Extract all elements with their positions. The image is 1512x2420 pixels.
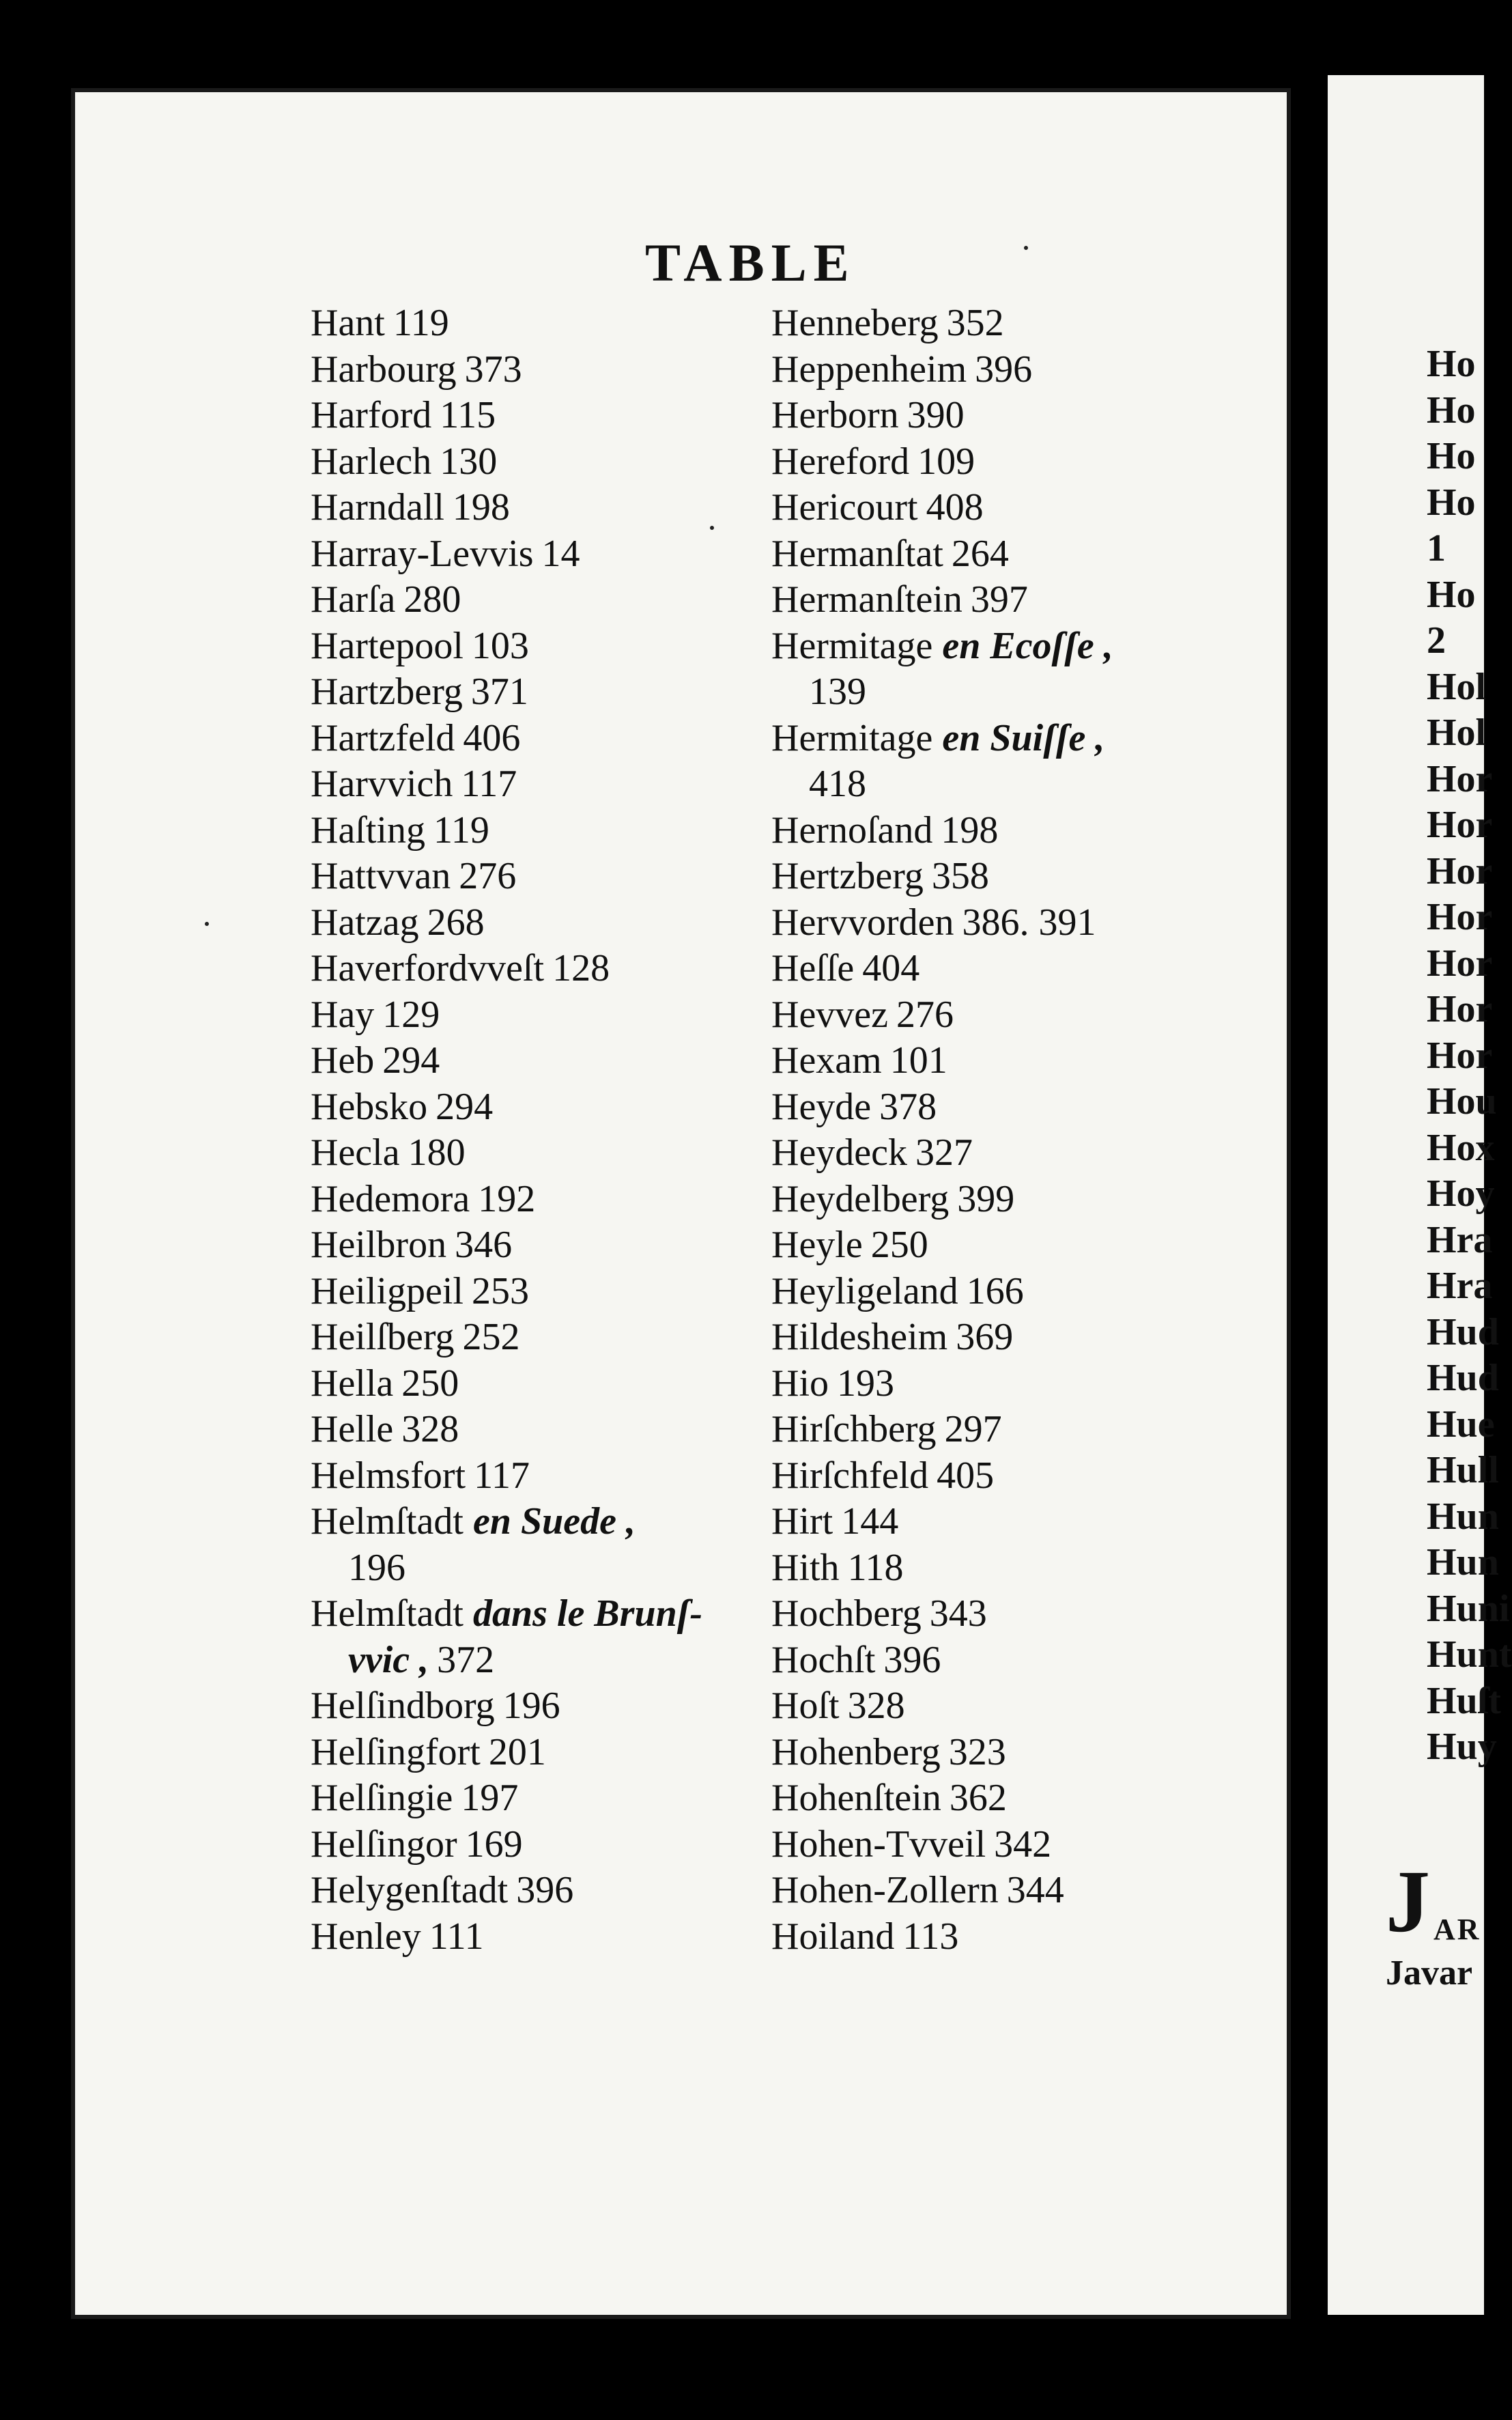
entry-place: Heydelberg (771, 1177, 950, 1220)
entry-place: Heilſberg (311, 1316, 455, 1358)
index-entry-fragment: Huſt (1427, 1679, 1501, 1722)
entry-page-number: 378 (879, 1085, 937, 1128)
entry-page-number: 198 (452, 486, 510, 529)
entry-page-number: 101 (889, 1039, 947, 1082)
index-entry (771, 1084, 1113, 1131)
section-initial-letter: J (1386, 1853, 1430, 1951)
index-entry (311, 1222, 702, 1269)
entry-page-number: 297 (944, 1408, 1002, 1450)
entry-place: Hohen-Tvveil (771, 1823, 986, 1866)
entry-place: Herborn (771, 394, 899, 436)
entry-page-number: 113 (902, 1915, 959, 1958)
index-entry (771, 1683, 1113, 1730)
entry-page-number: 118 (847, 1546, 904, 1589)
entry-page-number: 386. 391 (962, 901, 1096, 944)
ink-speck (1024, 246, 1028, 250)
entry-place: Hedemora (311, 1177, 470, 1220)
index-entry (311, 761, 702, 808)
entry-page-number: 346 (455, 1224, 513, 1266)
entry-place: Hirt (771, 1500, 833, 1543)
index-entry (771, 623, 1113, 670)
index-entry (311, 1730, 702, 1776)
index-entry (311, 531, 702, 578)
entry-place: Hoiland (771, 1915, 895, 1958)
index-entry (311, 1775, 702, 1822)
index-entry-fragment: Hor (1427, 896, 1493, 938)
index-entry-fragment: Hra (1427, 1265, 1493, 1307)
index-entry (311, 439, 702, 486)
entry-place: Hexam (771, 1039, 882, 1082)
entry-page-number: 373 (464, 348, 522, 391)
entry-page-number: 390 (907, 394, 965, 436)
entry-place: Hatzag (311, 901, 419, 944)
entry-place: Helmſtadt (311, 1500, 463, 1543)
index-entry (311, 1637, 702, 1684)
entry-place: Heyle (771, 1224, 863, 1266)
entry-place: Heſſe (771, 947, 855, 989)
entry-place: Heilbron (311, 1224, 447, 1266)
entry-place: Hohenſtein (771, 1777, 941, 1819)
index-entry (311, 577, 702, 623)
index-entry-fragment: Hunt (1427, 1633, 1512, 1676)
index-entry (771, 485, 1113, 531)
index-entry (771, 300, 1113, 347)
entry-page-number: 109 (917, 440, 975, 483)
entry-page-number: 399 (957, 1177, 1015, 1220)
index-entry-fragment: Hud (1427, 1357, 1499, 1399)
index-entry-fragment: Hun (1427, 1495, 1499, 1538)
index-entry (771, 1222, 1113, 1269)
entry-place: Hartzberg (311, 671, 463, 713)
entry-place: Harbourg (311, 348, 457, 391)
index-entry (311, 623, 702, 670)
entry-place: Hella (311, 1362, 394, 1405)
entry-page-number: 405 (937, 1454, 995, 1497)
entry-place: Hay (311, 993, 375, 1036)
index-entry (771, 577, 1113, 623)
entry-page-number: 196 (502, 1685, 560, 1727)
entry-page-number: 323 (948, 1730, 1006, 1773)
entry-place: Harlech (311, 440, 432, 483)
entry-page-number: 352 (946, 302, 1004, 344)
entry-page-number: 103 (471, 624, 529, 667)
index-entry-fragment: Hra (1427, 1218, 1493, 1261)
entry-page-number: 196 (348, 1546, 405, 1589)
ink-speck (710, 526, 714, 530)
entry-page-number: 166 (966, 1269, 1024, 1312)
index-entry-fragment: Hol (1427, 712, 1487, 754)
index-entry-fragment: 2 (1427, 619, 1446, 662)
entry-page-number: 253 (471, 1269, 529, 1312)
index-entry (771, 531, 1113, 578)
index-entry (771, 1130, 1113, 1177)
entry-place: Hereford (771, 440, 910, 483)
index-column-right-partial (1427, 341, 1512, 1771)
index-entry (771, 1868, 1113, 1914)
index-entry (311, 716, 702, 762)
entry-place: Hochberg (771, 1592, 922, 1635)
entry-qualifier: en Ecoſſe , (942, 624, 1113, 667)
entry-page-number: 294 (436, 1085, 494, 1128)
index-entry-fragment: Hor (1427, 988, 1493, 1030)
entry-place: Haverfordvveſt (311, 947, 545, 989)
entry-place: Henneberg (771, 302, 939, 344)
entry-page-number: 119 (393, 302, 449, 344)
index-entry (311, 992, 702, 1039)
entry-page-number: 119 (433, 808, 489, 852)
index-entry (311, 1084, 702, 1131)
entry-page-number: 343 (929, 1592, 987, 1635)
entry-place: Hartzfeld (311, 716, 455, 759)
entry-page-number: 276 (896, 993, 954, 1036)
index-entry (311, 946, 702, 992)
index-entry (311, 1407, 702, 1453)
entry-place: Hermanſtein (771, 578, 962, 621)
entry-place: Hith (771, 1546, 840, 1589)
index-entry (311, 300, 702, 347)
index-entry (771, 1637, 1113, 1684)
entry-page-number: 144 (841, 1500, 899, 1543)
entry-page-number: 294 (382, 1039, 440, 1082)
entry-page-number: 128 (552, 947, 610, 989)
entry-place: Hartepool (311, 624, 463, 667)
entry-page-number: 129 (382, 993, 440, 1036)
index-entry-fragment: Ho (1427, 389, 1476, 432)
index-entry (771, 1591, 1113, 1637)
entry-page-number: 180 (408, 1131, 466, 1174)
entry-place: Hoſt (771, 1685, 840, 1727)
index-entry (311, 1130, 702, 1177)
entry-page-number: 117 (461, 763, 517, 805)
entry-place: Helſingie (311, 1777, 453, 1819)
entry-page-number: 193 (837, 1362, 894, 1405)
entry-page-number: 328 (847, 1685, 905, 1727)
entry-page-number: 198 (941, 808, 999, 852)
index-entry (311, 854, 702, 900)
entry-place: Heyligeland (771, 1269, 958, 1312)
index-entry-fragment: Hor (1427, 942, 1493, 985)
index-entry-fragment: Hor (1427, 804, 1493, 846)
index-entry-fragment: Ho (1427, 435, 1476, 477)
entry-place: Hohenberg (771, 1730, 941, 1773)
index-entry (771, 439, 1113, 486)
index-entry-fragment: Hud (1427, 1310, 1499, 1353)
entry-place: Helſingor (311, 1823, 457, 1866)
index-entry-fragment: Hor (1427, 849, 1493, 892)
entry-qualifier: en Suede , (472, 1500, 636, 1543)
entry-page-number: 280 (403, 578, 461, 621)
entry-page-number: 362 (949, 1777, 1007, 1819)
entry-qualifier: en Suiſſe , (942, 716, 1105, 759)
index-entry-fragment: Hol (1427, 665, 1487, 708)
entry-place: Hant (311, 302, 385, 344)
index-entry (311, 1499, 702, 1545)
index-entry (311, 1868, 702, 1914)
entry-page-number: 408 (926, 486, 984, 529)
index-entry (771, 1453, 1113, 1500)
entry-place: Hattvvan (311, 855, 451, 897)
entry-page-number: 115 (440, 394, 496, 436)
index-entry (311, 1545, 702, 1592)
entry-page-number: 396 (975, 348, 1033, 391)
entry-place: Hervvorden (771, 901, 954, 944)
entry-page-number: 14 (541, 532, 580, 575)
index-entry-fragment: Ho (1427, 573, 1476, 616)
entry-page-number: 250 (401, 1362, 459, 1405)
entry-page-number: 396 (516, 1869, 574, 1911)
index-entry (771, 1822, 1113, 1868)
index-entry (311, 1269, 702, 1315)
index-entry (771, 669, 1113, 716)
entry-place: Helmſtadt (311, 1592, 463, 1635)
index-entry (311, 1314, 702, 1361)
index-entry (771, 1361, 1113, 1407)
index-entry (311, 1822, 702, 1868)
index-entry (311, 393, 702, 439)
entry-place: Hirſchfeld (771, 1454, 929, 1497)
entry-place: Helmsfort (311, 1454, 466, 1497)
entry-place: Helle (311, 1408, 394, 1450)
entry-page-number: 406 (463, 716, 521, 759)
index-entry (771, 854, 1113, 900)
entry-qualifier: vvic , (348, 1638, 429, 1681)
entry-place: Harſa (311, 578, 396, 621)
index-entry (771, 900, 1113, 946)
entry-page-number: 342 (994, 1823, 1052, 1866)
entry-place: Hebsko (311, 1085, 428, 1128)
entry-place: Hernoſand (771, 808, 933, 852)
index-entry (311, 1914, 702, 1960)
entry-page-number: 169 (465, 1823, 523, 1866)
entry-page-number: 130 (440, 440, 498, 483)
entry-place: Helſingfort (311, 1730, 481, 1773)
entry-place: Hirſchberg (771, 1408, 937, 1450)
entry-place: Hildesheim (771, 1316, 948, 1358)
entry-place: Harray-Levvis (311, 532, 534, 575)
entry-place: Heb (311, 1039, 375, 1082)
section-first-entry: Javar (1386, 1954, 1473, 1993)
entry-place: Hermitage (771, 624, 933, 667)
index-entry (311, 1361, 702, 1407)
index-entry-fragment: Huni (1427, 1587, 1510, 1630)
index-entry (311, 1683, 702, 1730)
entry-page-number: 396 (883, 1638, 941, 1681)
index-entry-fragment: Hoy (1427, 1172, 1495, 1215)
index-entry (771, 1038, 1113, 1084)
index-entry-fragment: Ho (1427, 343, 1476, 385)
entry-page-number: 268 (427, 901, 485, 944)
index-entry (311, 347, 702, 393)
index-entry-fragment: Hor (1427, 1034, 1493, 1077)
index-entry-fragment: Huy (1427, 1726, 1497, 1768)
entry-page-number: 327 (915, 1131, 973, 1174)
index-entry (311, 669, 702, 716)
index-entry (771, 1730, 1113, 1776)
index-entry (771, 1545, 1113, 1592)
entry-place: Hio (771, 1362, 829, 1405)
index-entry (311, 1453, 702, 1500)
entry-page-number: 371 (470, 671, 528, 713)
section-initial-word: AR (1433, 1913, 1481, 1946)
index-entry (311, 900, 702, 946)
index-entry (771, 347, 1113, 393)
entry-page-number: 201 (488, 1730, 546, 1773)
entry-page-number: 276 (459, 855, 517, 897)
index-entry (311, 485, 702, 531)
index-entry (311, 808, 702, 854)
entry-place: Haſting (311, 808, 425, 852)
entry-place: Hericourt (771, 486, 918, 529)
index-entry (771, 1177, 1113, 1223)
entry-page-number: 117 (474, 1454, 530, 1497)
entry-place: Hohen-Zollern (771, 1869, 999, 1911)
index-entry-fragment: Hox (1427, 1126, 1495, 1169)
entry-place: Hochſt (771, 1638, 876, 1681)
entry-page-number: 328 (401, 1408, 459, 1450)
index-entry-fragment: Hull (1427, 1449, 1499, 1491)
entry-page-number: 397 (970, 578, 1028, 621)
entry-page-number: 344 (1006, 1869, 1064, 1911)
index-entry-fragment: Hue (1427, 1403, 1495, 1446)
ink-speck (205, 922, 209, 926)
index-entry (771, 761, 1113, 808)
entry-place: Heiligpeil (311, 1269, 463, 1312)
entry-place: Heyde (771, 1085, 872, 1128)
entry-page-number: 372 (437, 1638, 495, 1681)
index-entry (771, 808, 1113, 854)
entry-place: Harford (311, 394, 432, 436)
entry-qualifier: dans le Brunſ- (472, 1592, 703, 1635)
index-entry-fragment: Ho (1427, 481, 1476, 524)
entry-page-number: 369 (956, 1316, 1014, 1358)
entry-place: Heydeck (771, 1131, 908, 1174)
index-entry-fragment: Hun (1427, 1541, 1499, 1584)
entry-page-number: 252 (462, 1316, 520, 1358)
entry-place: Hevvez (771, 993, 889, 1036)
index-column-middle (771, 300, 1113, 1960)
entry-page-number: 139 (809, 671, 866, 713)
entry-page-number: 111 (429, 1915, 484, 1958)
entry-page-number: 250 (870, 1224, 928, 1266)
index-entry (771, 1775, 1113, 1822)
index-entry (311, 1591, 702, 1637)
index-entry (771, 1499, 1113, 1545)
entry-place: Hecla (311, 1131, 400, 1174)
index-entry (771, 946, 1113, 992)
entry-place: Henley (311, 1915, 421, 1958)
index-entry (771, 1914, 1113, 1960)
entry-place: Helygenſtadt (311, 1869, 509, 1911)
index-entry (771, 1314, 1113, 1361)
entry-page-number: 264 (951, 532, 1009, 575)
index-entry (771, 992, 1113, 1039)
index-entry (771, 716, 1113, 762)
entry-place: Hermitage (771, 716, 933, 759)
entry-place: Helſindborg (311, 1685, 495, 1727)
index-entry (771, 1407, 1113, 1453)
entry-page-number: 197 (461, 1777, 519, 1819)
index-entry-fragment: Hou (1427, 1080, 1497, 1123)
entry-page-number: 358 (931, 855, 989, 897)
index-entry (771, 1269, 1113, 1315)
entry-place: Hertzberg (771, 855, 924, 897)
index-entry-fragment: 1 (1427, 527, 1446, 569)
index-entry (771, 393, 1113, 439)
index-column-left (311, 300, 702, 1960)
entry-page-number: 192 (478, 1177, 536, 1220)
entry-place: Hermanſtat (771, 532, 943, 575)
entry-place: Harvvich (311, 763, 453, 805)
entry-place: Harndall (311, 486, 444, 529)
index-entry (311, 1038, 702, 1084)
index-entry (311, 1177, 702, 1223)
entry-page-number: 404 (862, 947, 920, 989)
page-heading: TABLE (645, 233, 856, 292)
entry-place: Heppenheim (771, 348, 967, 391)
entry-page-number: 418 (809, 763, 866, 805)
index-entry-fragment: Hor (1427, 757, 1493, 800)
